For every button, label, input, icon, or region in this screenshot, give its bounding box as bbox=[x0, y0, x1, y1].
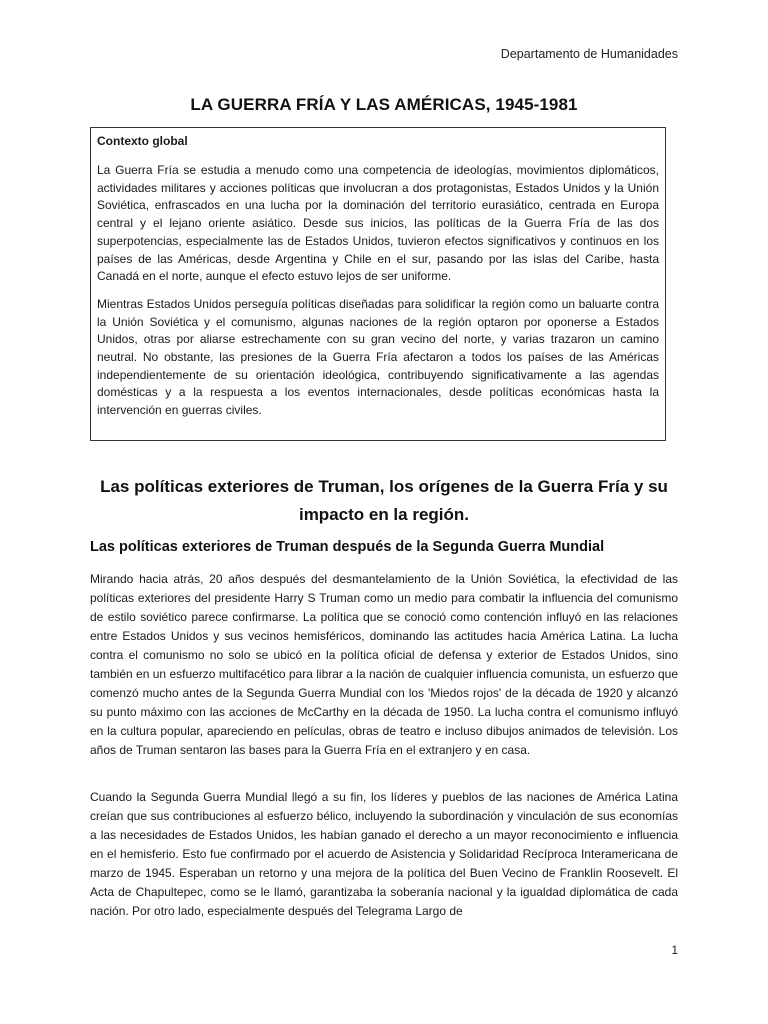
body-paragraph: Mirando hacia atrás, 20 años después del desmantelamiento de la Unión Soviética, la efectividad de las políticas exteriores del presidente Harry S Truman como un medio para combatir la influencia del comunismo de estilo soviético parece confirmarse. La política que se conoció como contención influyó en las relaciones entre Estados Unidos y sus vecinos hemisféricos, dominando las actitudes hacia América Latina. La lucha contra el comunismo no solo se ubicó en la política oficial de defensa y exterior de Estados Unidos, sino también en un esfuerzo multifacético para librar a la nación de cualquier influencia comunista, un esfuerzo que comenzó mucho antes de la Segunda Guerra Mundial con los 'Miedos rojos' de la década de 1920 y alcanzó su punto máximo con las acciones de McCarthy en la década de 1950. La lucha contra el comunismo influyó en la cultura popular, apareciendo en películas, obras de teatro e incluso dibujos animados de televisión. Los años de Truman sentaron las bases para la Guerra Fría en el extranjero y en casa. bbox=[90, 572, 678, 757]
context-paragraph: La Guerra Fría se estudia a menudo como una competencia de ideologías, movimientos diplomáticos, actividades militares y acciones políticas que involucran a dos protagonistas, Estados Unidos y la Unión Soviética, enfrascados en una lucha por la dominación del territorio eurasiático, centrada en Europa central y el lejano oriente asiático. Desde sus inicios, las políticas de la Guerra Fría de las dos superpotencias, especialmente las de Estados Unidos, tuvieron efectos significativos y continuos en los países de las Américas, desde Argentina y Chile en el sur, pasando por las islas del Caribe, hasta Canadá en el norte, aunque el efecto estuvo lejos de ser uniforme. bbox=[97, 163, 659, 284]
department-header: Departamento de Humanidades bbox=[500, 47, 678, 61]
body-paragraph: Cuando la Segunda Guerra Mundial llegó a su fin, los líderes y pueblos de las naciones de América Latina creían que sus contribuciones al esfuerzo bélico, incluyendo la subordinación y vinculación de sus economías a las necesidades de Estados Unidos, les habían ganado el derecho a un mayor reconocimiento e influencia en el hemisferio. Esto fue confirmado por el acuerdo de Asistencia y Solidaridad Recíproca Interamericana de marzo de 1945. Esperaban un retorno y una mejora de la política del Buen Vecino de Franklin Roosevelt. El Acta de Chapultepec, como se le llamó, garantizaba la soberanía nacional y la igualdad diplomática de cada nación. Por otro lado, especialmente después del Telegrama Largo de bbox=[90, 790, 678, 918]
document-title: LA GUERRA FRÍA Y LAS AMÉRICAS, 1945-1981 bbox=[190, 95, 578, 114]
context-box-heading: Contexto global bbox=[97, 134, 188, 148]
context-paragraph: Mientras Estados Unidos perseguía políticas diseñadas para solidificar la región como un baluarte contra la Unión Soviética y el comunismo, algunas naciones de la región optaron por oponerse a Estados Unidos, otras por aliarse estrechamente con su gran vecino del norte, y varias trazaron un camino neutral. No obstante, las presiones de la Guerra Fría afectaron a todos los países de las Américas independientemente de su orientación ideológica, contribuyendo significativamente a las agendas domésticas y a la respuesta a los eventos internacionales, desde políticas económicas hasta la intervención en guerras civiles. bbox=[97, 296, 659, 418]
subsection-heading: Las políticas exteriores de Truman después de la Segunda Guerra Mundial bbox=[90, 539, 605, 555]
page-number: 1 bbox=[671, 943, 678, 957]
section-heading: Las políticas exteriores de Truman, los orígenes de la Guerra Fría y su impacto en la región. bbox=[100, 477, 668, 524]
context-box bbox=[90, 127, 666, 441]
